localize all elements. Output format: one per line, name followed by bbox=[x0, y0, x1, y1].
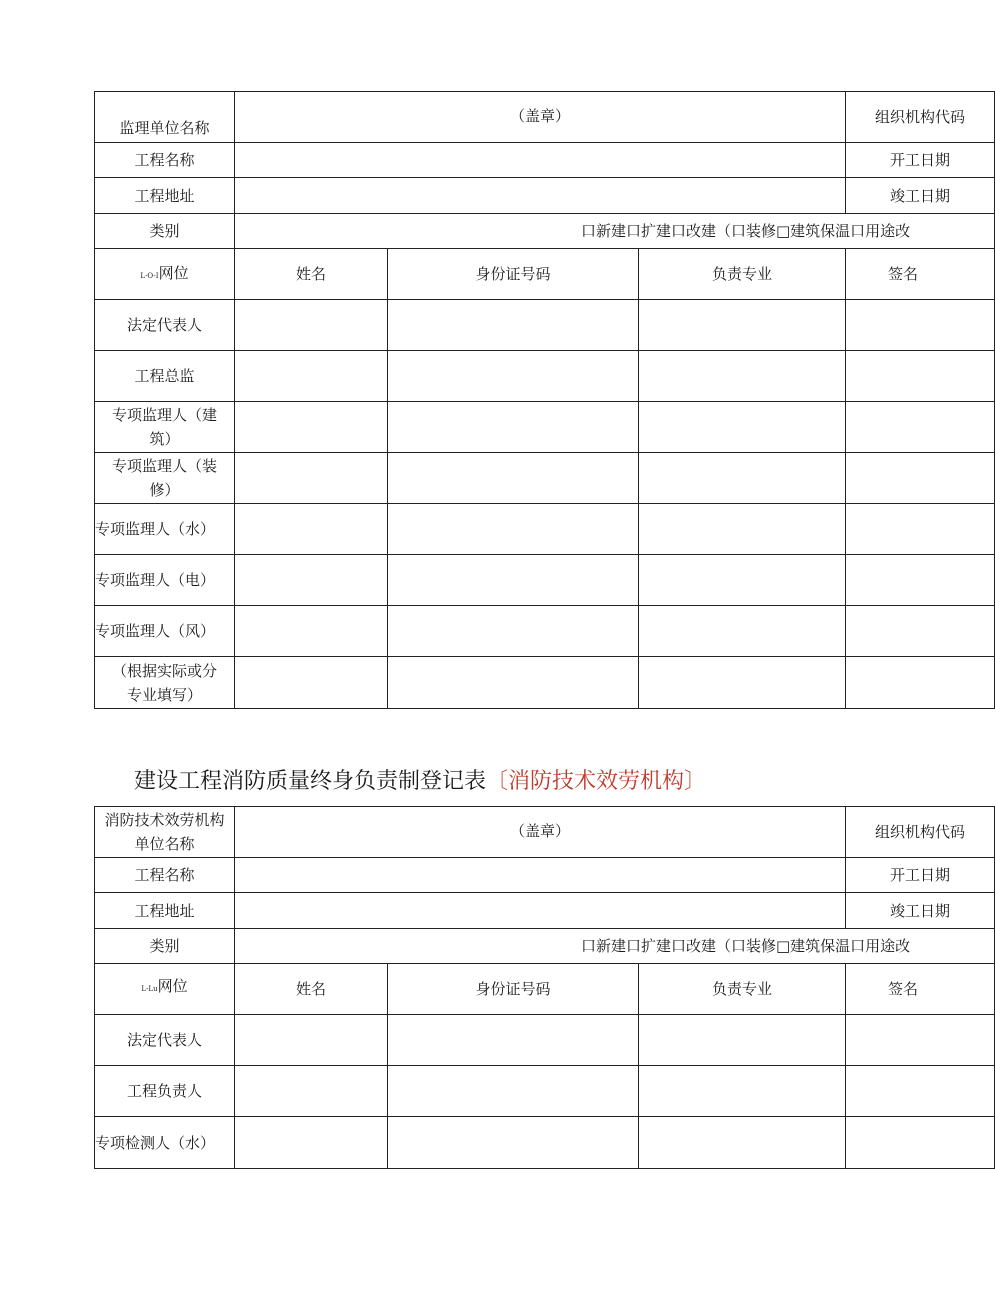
signature-cell[interactable] bbox=[846, 351, 995, 402]
fire-tech-service-form bbox=[94, 806, 995, 1169]
table-row bbox=[95, 606, 995, 657]
signature-cell[interactable] bbox=[846, 453, 995, 504]
role-label: 法定代表人 bbox=[95, 300, 235, 351]
end-date-label: 竣工日期 bbox=[846, 893, 995, 929]
id-cell[interactable] bbox=[388, 657, 639, 709]
id-cell[interactable] bbox=[388, 606, 639, 657]
table-row bbox=[95, 402, 995, 453]
specialty-cell[interactable] bbox=[639, 453, 846, 504]
role-label: 专项监理人（水） bbox=[95, 504, 235, 555]
position-header-text: 网位 bbox=[157, 977, 188, 995]
supervision-unit-form bbox=[94, 91, 995, 709]
signature-cell[interactable] bbox=[846, 402, 995, 453]
unit-name-seal-field[interactable] bbox=[235, 807, 846, 858]
id-cell[interactable] bbox=[388, 504, 639, 555]
table-row bbox=[95, 555, 995, 606]
id-cell[interactable] bbox=[388, 453, 639, 504]
role-label: 专项监理人（建 筑） bbox=[95, 402, 235, 453]
unit-name-label: 消防技术效劳机构 单位名称 bbox=[95, 807, 235, 858]
position-header bbox=[95, 964, 235, 1015]
signature-cell[interactable] bbox=[846, 1015, 995, 1066]
table-row bbox=[95, 657, 995, 709]
specialty-header: 负责专业 bbox=[639, 249, 846, 300]
specialty-cell[interactable] bbox=[639, 504, 846, 555]
name-cell[interactable] bbox=[235, 606, 388, 657]
project-name-label: 工程名称 bbox=[95, 143, 235, 178]
name-header: 姓名 bbox=[235, 249, 388, 300]
table-row bbox=[95, 504, 995, 555]
category-options[interactable]: 口新建口扩建口改建（口装修□建筑保温口用途改 bbox=[235, 214, 995, 249]
signature-cell[interactable] bbox=[846, 1117, 995, 1169]
signature-cell[interactable] bbox=[846, 555, 995, 606]
project-address-field[interactable] bbox=[235, 893, 846, 929]
position-header-text: 网位 bbox=[158, 263, 189, 282]
role-label: 专项检测人（水） bbox=[95, 1117, 235, 1169]
name-header: 姓名 bbox=[235, 964, 388, 1015]
name-cell[interactable] bbox=[235, 1015, 388, 1066]
category-options[interactable]: 口新建口扩建口改建（口装修□建筑保温口用途改 bbox=[235, 929, 995, 964]
id-cell[interactable] bbox=[388, 300, 639, 351]
category-label: 类别 bbox=[95, 929, 235, 964]
table-row bbox=[95, 453, 995, 504]
project-name-field[interactable] bbox=[235, 858, 846, 893]
role-label: 工程负责人 bbox=[95, 1066, 235, 1117]
id-header: 身份证号码 bbox=[388, 964, 639, 1015]
org-code-label: 组织机构代码 bbox=[846, 807, 995, 858]
name-cell[interactable] bbox=[235, 402, 388, 453]
signature-cell[interactable] bbox=[846, 1066, 995, 1117]
role-label: 专项监理人（装 修） bbox=[95, 453, 235, 504]
org-code-label: 组织机构代码 bbox=[846, 92, 995, 143]
specialty-cell[interactable] bbox=[639, 555, 846, 606]
signature-cell[interactable] bbox=[846, 657, 995, 709]
id-header: 身份证号码 bbox=[388, 249, 639, 300]
seal-text: （盖章） bbox=[510, 107, 571, 125]
table-row bbox=[95, 300, 995, 351]
id-cell[interactable] bbox=[388, 1117, 639, 1169]
unit-name-label: 监理单位名称 bbox=[95, 92, 235, 143]
signature-cell[interactable] bbox=[846, 606, 995, 657]
role-label: 专项监理人（风） bbox=[95, 606, 235, 657]
name-cell[interactable] bbox=[235, 351, 388, 402]
name-cell[interactable] bbox=[235, 1117, 388, 1169]
project-address-field[interactable] bbox=[235, 178, 846, 214]
specialty-cell[interactable] bbox=[639, 606, 846, 657]
start-date-label: 开工日期 bbox=[846, 858, 995, 893]
name-cell[interactable] bbox=[235, 300, 388, 351]
unit-name-seal-field[interactable] bbox=[235, 92, 846, 143]
project-address-label: 工程地址 bbox=[95, 893, 235, 929]
project-name-field[interactable] bbox=[235, 143, 846, 178]
id-cell[interactable] bbox=[388, 1015, 639, 1066]
project-address-label: 工程地址 bbox=[95, 178, 235, 214]
name-cell[interactable] bbox=[235, 657, 388, 709]
id-cell[interactable] bbox=[388, 351, 639, 402]
position-prefix: L-O-I bbox=[140, 271, 159, 280]
specialty-cell[interactable] bbox=[639, 351, 846, 402]
specialty-cell[interactable] bbox=[639, 1066, 846, 1117]
name-cell[interactable] bbox=[235, 1066, 388, 1117]
table-row bbox=[95, 1117, 995, 1169]
signature-header: 签名 bbox=[846, 964, 995, 1015]
start-date-label: 开工日期 bbox=[846, 143, 995, 178]
role-label: 法定代表人 bbox=[95, 1015, 235, 1066]
specialty-cell[interactable] bbox=[639, 1015, 846, 1066]
signature-header: 签名 bbox=[846, 249, 995, 300]
table-row bbox=[95, 1015, 995, 1066]
name-cell[interactable] bbox=[235, 555, 388, 606]
project-name-label: 工程名称 bbox=[95, 858, 235, 893]
role-label: 专项监理人（电） bbox=[95, 555, 235, 606]
id-cell[interactable] bbox=[388, 555, 639, 606]
table-row bbox=[95, 1066, 995, 1117]
id-cell[interactable] bbox=[388, 1066, 639, 1117]
end-date-label: 竣工日期 bbox=[846, 178, 995, 214]
id-cell[interactable] bbox=[388, 402, 639, 453]
specialty-header: 负责专业 bbox=[639, 964, 846, 1015]
form-title bbox=[134, 762, 706, 802]
name-cell[interactable] bbox=[235, 504, 388, 555]
table-row bbox=[95, 351, 995, 402]
specialty-cell[interactable] bbox=[639, 657, 846, 709]
signature-cell[interactable] bbox=[846, 300, 995, 351]
specialty-cell[interactable] bbox=[639, 300, 846, 351]
name-cell[interactable] bbox=[235, 453, 388, 504]
form-title-accent: 〔消防技术效劳机构〕 bbox=[486, 769, 707, 794]
specialty-cell[interactable] bbox=[639, 1117, 846, 1169]
category-label: 类别 bbox=[95, 214, 235, 249]
signature-cell[interactable] bbox=[846, 504, 995, 555]
seal-text: （盖章） bbox=[510, 822, 571, 840]
position-prefix: L-Lu bbox=[141, 985, 158, 993]
role-label: （根据实际或分 专业填写） bbox=[95, 657, 235, 709]
position-header bbox=[95, 249, 235, 300]
form-title-main: 建设工程消防质量终身负责制登记表 bbox=[134, 769, 487, 794]
role-label: 工程总监 bbox=[95, 351, 235, 402]
specialty-cell[interactable] bbox=[639, 402, 846, 453]
